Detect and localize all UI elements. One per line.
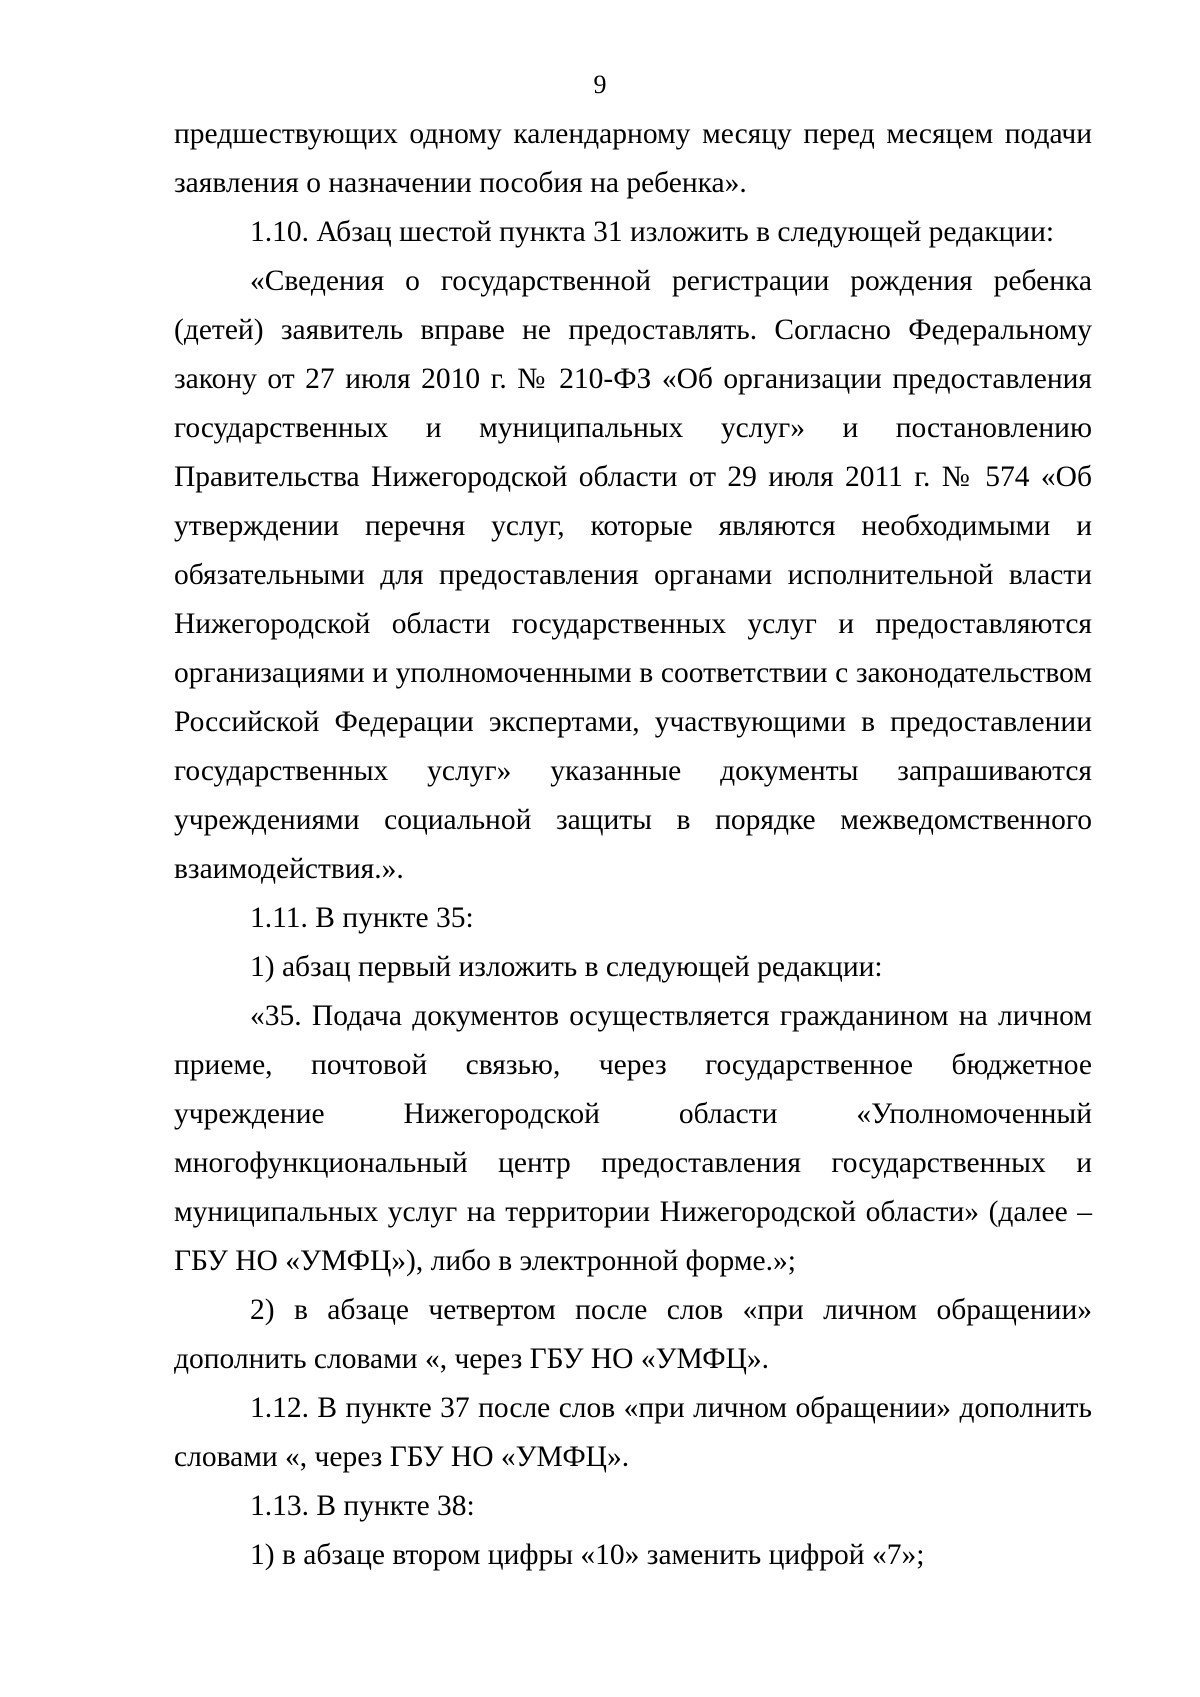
paragraph-continuation: предшествующих одному календарному месяцу перед месяцем подачи заявления о назначении пособия на ребенка». (174, 118, 1092, 199)
paragraph-item-1-10-quote: «Сведения о государственной регистрации рождения ребенка (детей) заявитель вправе не предоставлять. Согласно Федеральному закону от 27 июля 2010 г. № 210-ФЗ «Об организации предоставления государственных и муниципальных услуг» и постановлению Правительства Нижегородской области от 29 июля 2011 г. № 574 «Об утверждении перечня услуг, которые являются необходимыми и обязательными для предоставления органами исполнительной власти Нижегородской области государственных услуг и предоставляются организациями и уполномоченными в соответствии с законодательством Российской Федерации экспертами, участвующими в предоставлении государственных услуг» указанные документы запрашиваются учреждениями социальной защиты в порядке межведомственного взаимодействия.». (174, 265, 1092, 885)
paragraph-item-1-13-sub-1: 1) в абзаце втором цифры «10» заменить цифрой «7»; (250, 1539, 925, 1571)
page-number: 9 (593, 70, 607, 99)
paragraph-item-1-12: 1.12. В пункте 37 после слов «при личном обращении» дополнить словами «, через ГБУ НО «УМФЦ». (174, 1392, 1092, 1473)
paragraph-item-1-10: 1.10. Абзац шестой пункта 31 изложить в следующей редакции: (250, 216, 1055, 248)
paragraph-item-1-11: 1.11. В пункте 35: (250, 902, 474, 934)
paragraph-item-1-11-sub-1: 1) абзац первый изложить в следующей редакции: (250, 951, 883, 983)
paragraph-item-1-13: 1.13. В пункте 38: (250, 1490, 475, 1522)
document-body (174, 110, 1092, 1580)
paragraph-item-1-11-sub-2: 2) в абзаце четвертом после слов «при личном обращении» дополнить словами «, через ГБУ НО «УМФЦ». (174, 1294, 1092, 1375)
paragraph-item-1-11-quote: «35. Подача документов осуществляется гражданином на личном приеме, почтовой связью, через государственное бюджетное учреждение Нижегородской области «Уполномоченный многофункциональный центр предоставления государственных и муниципальных услуг на территории Нижегородской области» (далее – ГБУ НО «УМФЦ»), либо в электронной форме.»; (174, 1000, 1092, 1277)
